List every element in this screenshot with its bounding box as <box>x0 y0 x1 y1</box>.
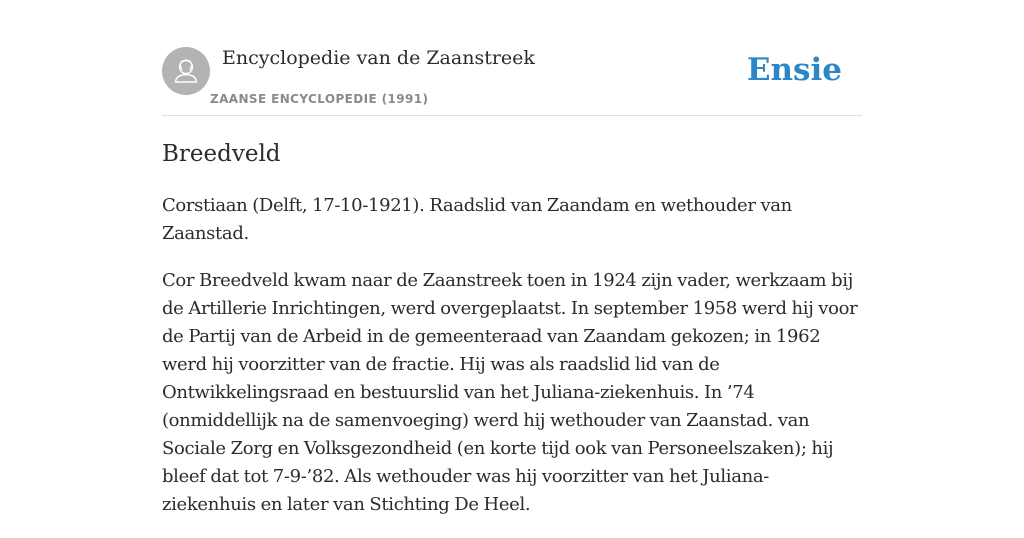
ensie-logo[interactable]: Ensie <box>746 52 842 88</box>
source-header <box>162 46 862 116</box>
source-title[interactable]: Encyclopedie van de Zaanstreek <box>222 47 535 69</box>
article-title: Breedveld <box>162 141 281 167</box>
user-placeholder-icon <box>162 47 210 95</box>
article <box>162 138 862 538</box>
source-subtitle: ZAANSE ENCYCLOPEDIE (1991) <box>210 92 429 106</box>
article-paragraph: Cor Breedveld kwam naar de Zaanstreek toen in 1924 zijn vader, werkzaam bij de Artillerie Inrichtingen, werd overgeplaatst. In september 1958 werd hij voor de Partij van de Arbeid in de gemeenteraad van Zaandam gekozen; in 1962 werd hij voorzitter van de fractie. Hij was als raadslid lid van de Ontwikkelingsraad en bestuurslid van het Juliana-ziekenhuis. In ’74 (onmiddellijk na de samenvoeging) werd hij wethouder van Zaanstad. van Sociale Zorg en Volksgezondheid (en korte tijd ook van Personeelszaken); hij bleef dat tot 7-9-’82. Als wethouder was hij voorzitter van het Juliana-ziekenhuis en later van Stichting De Heel. <box>162 270 858 515</box>
article-paragraph: Corstiaan (Delft, 17-10-1921). Raadslid van Zaandam en wethouder van Zaanstad. <box>162 195 792 244</box>
source-avatar[interactable] <box>162 47 210 95</box>
